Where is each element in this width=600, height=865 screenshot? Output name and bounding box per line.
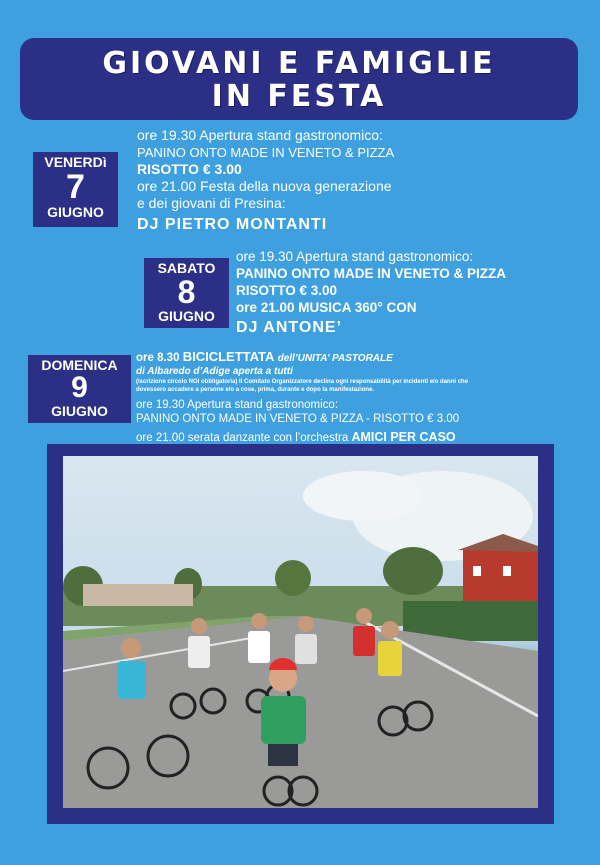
program-line: ore 19.30 Apertura stand gastronomico:: [236, 249, 474, 264]
title-line-2: IN FESTA: [211, 79, 387, 114]
program-line: ore 21.00 serata danzante con l’orchestra: [136, 432, 349, 444]
dj-name: DJ ANTONE’: [236, 319, 343, 336]
cyclists-photo: [63, 456, 538, 808]
program-line: e dei giovani di Presina:: [137, 195, 286, 211]
disclaimer-line-1: (iscrizione circolo NOI obbligatoria) Il Comitato Organizzatore declina ogni responsabilità per incidenti e/o danni che: [136, 379, 469, 385]
program-line: ore 19.30 Apertura stand gastronomico:: [137, 127, 383, 143]
title-banner: [20, 38, 578, 120]
bike-organizer: dell’UNITA’ PASTORALE: [277, 353, 393, 364]
day-number: 8: [177, 274, 196, 310]
photo-frame: [47, 444, 554, 824]
friday-program: [137, 127, 394, 238]
program-line: ore 19.30 Apertura stand gastronomico:: [136, 399, 339, 411]
program-line: RISOTTO € 3.00: [137, 161, 242, 177]
bike-time: ore 8.30: [136, 352, 180, 364]
cyclists-photo-illustration: [63, 456, 538, 808]
month: GIUGNO: [47, 204, 104, 220]
program-line: ore 21.00 MUSICA 360° CON: [236, 300, 417, 315]
bike-place: di Albaredo d’Adige aperta a tutti: [136, 366, 293, 377]
band-name: AMICI PER CASO: [351, 430, 456, 444]
program-line: RISOTTO € 3.00: [236, 283, 338, 298]
day-of-week: DOMENICA: [41, 357, 118, 373]
disclaimer-line-2: dovessero accadere a persone e/o a cose, prima, durante e dopo la manifestazione.: [136, 387, 375, 393]
date-box-sunday: [28, 355, 131, 423]
day-of-week: VENERDì: [44, 154, 107, 170]
program-line: PANINO ONTO MADE IN VENETO & PIZZA: [236, 266, 507, 281]
dj-name: DJ PIETRO MONTANTI: [137, 216, 328, 233]
month: GIUGNO: [51, 403, 108, 419]
sunday-program: [136, 350, 468, 445]
program-line: ore 21.00 Festa della nuova generazione: [137, 178, 392, 194]
saturday-program: [236, 248, 506, 340]
title-line-1: GIOVANI E FAMIGLIE: [102, 46, 496, 81]
program-line: PANINO ONTO MADE IN VENETO & PIZZA: [137, 145, 395, 160]
day-number: 7: [66, 168, 85, 206]
month: GIUGNO: [158, 308, 215, 324]
date-box-friday: [33, 152, 118, 227]
program-line: PANINO ONTO MADE IN VENETO & PIZZA - RISOTTO € 3.00: [136, 413, 460, 425]
day-of-week: SABATO: [157, 260, 216, 276]
date-box-saturday: [144, 258, 229, 328]
day-number: 9: [71, 371, 88, 404]
bike-title: BICICLETTATA: [182, 349, 275, 364]
